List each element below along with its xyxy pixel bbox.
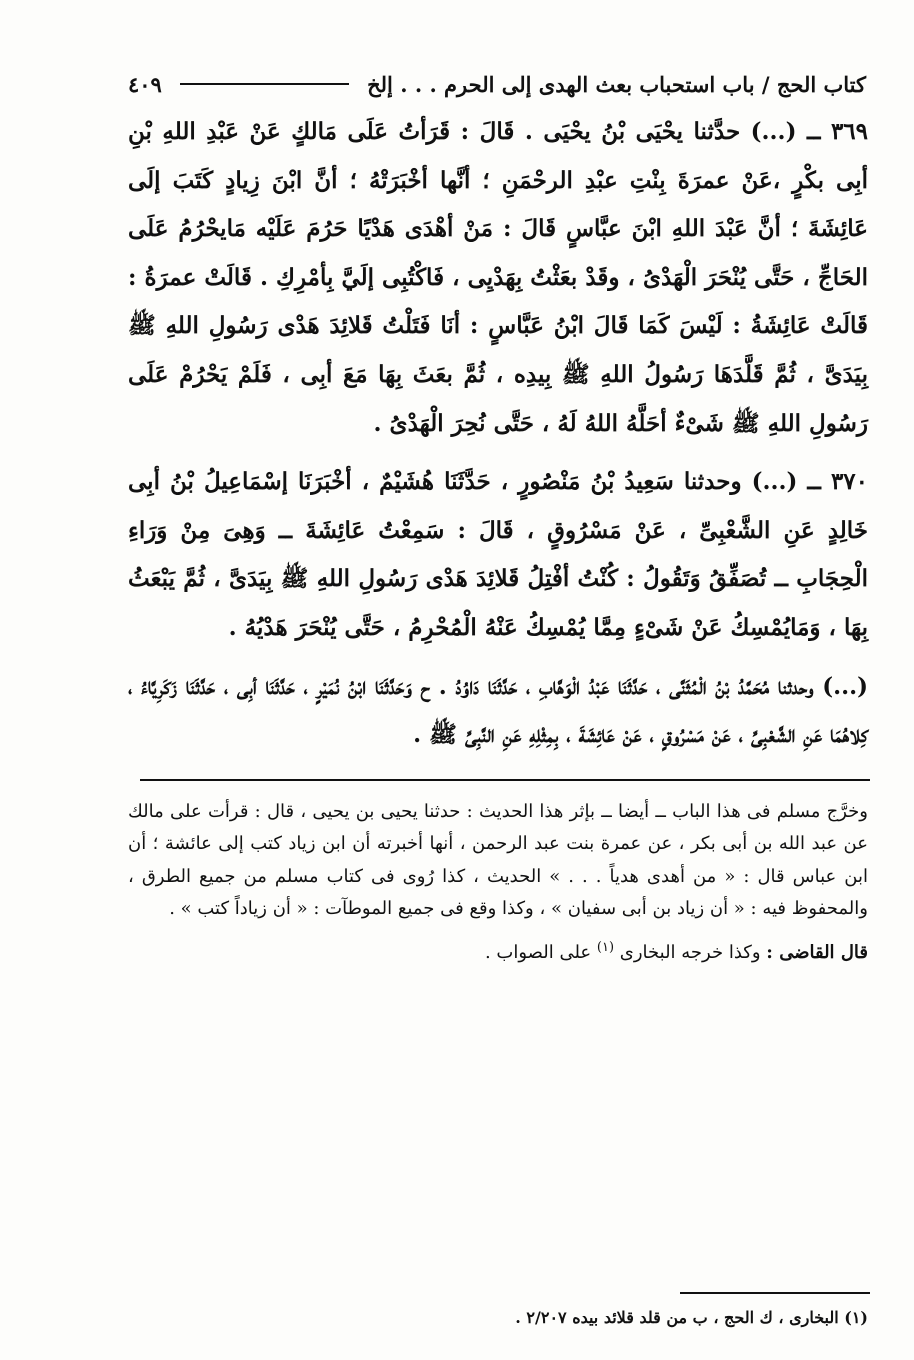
qadi-text-end: على الصواب . — [484, 941, 597, 963]
qadi-label: قال القاضى : — [766, 941, 868, 963]
hadith-370-chain: (...) وحدثنا مُحَمَّدُ بْنُ الْمُثَنَّى ، حَدَّثَنَا عَبْدُ الْوَهَّابِ ، حَدَّثَنَا دَاوُدُ . ح وَحَدَّثَنَا ابْنُ نُمَيْرٍ ، حَدَّثَنَا أبِى ، حَدَّثَنَا زَكَرِيَّاءُ ، كِلاهُمَا عَنِ الشَّعْبِىِّ ، عَنْ مَسْرُوقٍ ، عَنْ عَائِشَةَ ، بِمِثْلِهِ عَنِ النَّبِىِّ ﷺ . — [128, 672, 868, 749]
qadi-note — [128, 932, 868, 969]
page-header — [128, 64, 866, 104]
footnote: (١) البخارى ، ك الحج ، ب من قلد قلائد بيده ٢/٢٠٧ . — [515, 1308, 868, 1327]
commentary — [128, 796, 868, 969]
hadith-text — [128, 108, 868, 770]
footnote-divider — [680, 1292, 870, 1294]
header-rule — [180, 83, 349, 85]
hadith-369: ٣٦٩ ــ (...) حدَّثنا يحْيَى بْنُ يحْيَى . قَالَ : قَرَأتُ عَلَى مَالكٍ عَنْ عَبْدِ اللهِ بْنِ أبِى بكْرٍ ،عَنْ عمرَةَ بِنْتِ عبْدِ الرحْمَنِ ؛ أنَّها أخْبَرَتْهُ ؛ أنَّ ابْنَ زِيادٍ كَتَبَ إلَى عَائِشَةَ ؛ أنَّ عَبْدَ اللهِ ابْنَ عبَّاسٍ قَالَ : مَنْ أهْدَى هَدْيًا حَرُمَ عَلَيْه مَايحْرُمُ عَلَى الحَاجِّ ، حَتَّى يُنْحَرَ الْهَدْىُ ، وقَدْ بعَثْتُ بِهَدْيِى ، فَاكْتُبِى إلَيَّ بِأمْرِكِ . قَالَتْ عمرَةُ : قَالَتْ عَائِشَةُ : لَيْسَ كَمَا قَالَ ابْنُ عَبَّاسٍ : أنَا فَتَلْتُ قَلائِدَ هَدْى رَسُولِ اللهِ ﷺ بِيَدَىَّ ، ثُمَّ قَلَّدَهَا رَسُولُ اللهِ ﷺ بِيدِه ، ثُمَّ بعَثَ بِهَا مَعَ أبِى ، فَلَمْ يَحْرُمْ عَلَى رَسُولِ اللهِ ﷺ شَىْءٌ أحَلَّهُ اللهُ لَهُ ، حَتَّى نُحِرَ الْهَدْىُ . — [128, 118, 868, 437]
footnote-reference: (١) — [596, 939, 615, 955]
qadi-text: وكذا خرجه البخارى — [614, 941, 767, 963]
hadith-370: ٣٧٠ ــ (...) وحدثنا سَعِيدُ بْنُ مَنْصُورٍ ، حَدَّثَنَا هُشَيْمٌ ، أخْبَرَنَا إسْمَاعِيلُ بْنُ أبِى خَالِدٍ عَنِ الشَّعْبِىِّ ، عَنْ مَسْرُوقٍ ، قَالَ : سَمِعْتُ عَائِشَةَ ــ وَهِىَ مِنْ وَرَاءِ الْحِجَابِ ــ تُصَفِّقُ وَتَقُولُ : كُنْتُ أفْتِلُ قَلائِدَ هَدْى رَسُولِ اللهِ ﷺ بِيَدَىَّ ، ثُمَّ يَبْعَثُ بِهَا ، وَمَايُمْسِكُ عَنْ شَىْءٍ مِمَّا يُمْسِكُ عَنْهُ الْمُحْرِمُ ، حَتَّى يُنْحَرَ هَدْيُهُ . — [128, 468, 868, 641]
running-title: كتاب الحج / باب استحباب بعث الهدى إلى الحرم . . . إلخ — [367, 71, 866, 97]
commentary-divider — [140, 779, 870, 781]
page-number: ٤٠٩ — [128, 71, 162, 97]
commentary-paragraph: وخرَّج مسلم فى هذا الباب ــ أيضا ــ بإثر هذا الحديث : حدثنا يحيى بن يحيى ، قال : قرأت على مالك عن عبد الله بن أبى بكر ، عن عمرة بنت عبد الرحمن ، أنها أخبرته أن ابن زياد كتب إلى عائشة ؛ أن ابن عباس قال : « من أهدى هدياً . . . » الحديث ، كذا رُوى فى كتاب مسلم من جميع الطرق ، والمحفوظ فيه : « أن زياد بن أبى سفيان » ، وكذا وقع فى جميع الموطآت : « أن زياداً كتب » . — [128, 801, 868, 920]
